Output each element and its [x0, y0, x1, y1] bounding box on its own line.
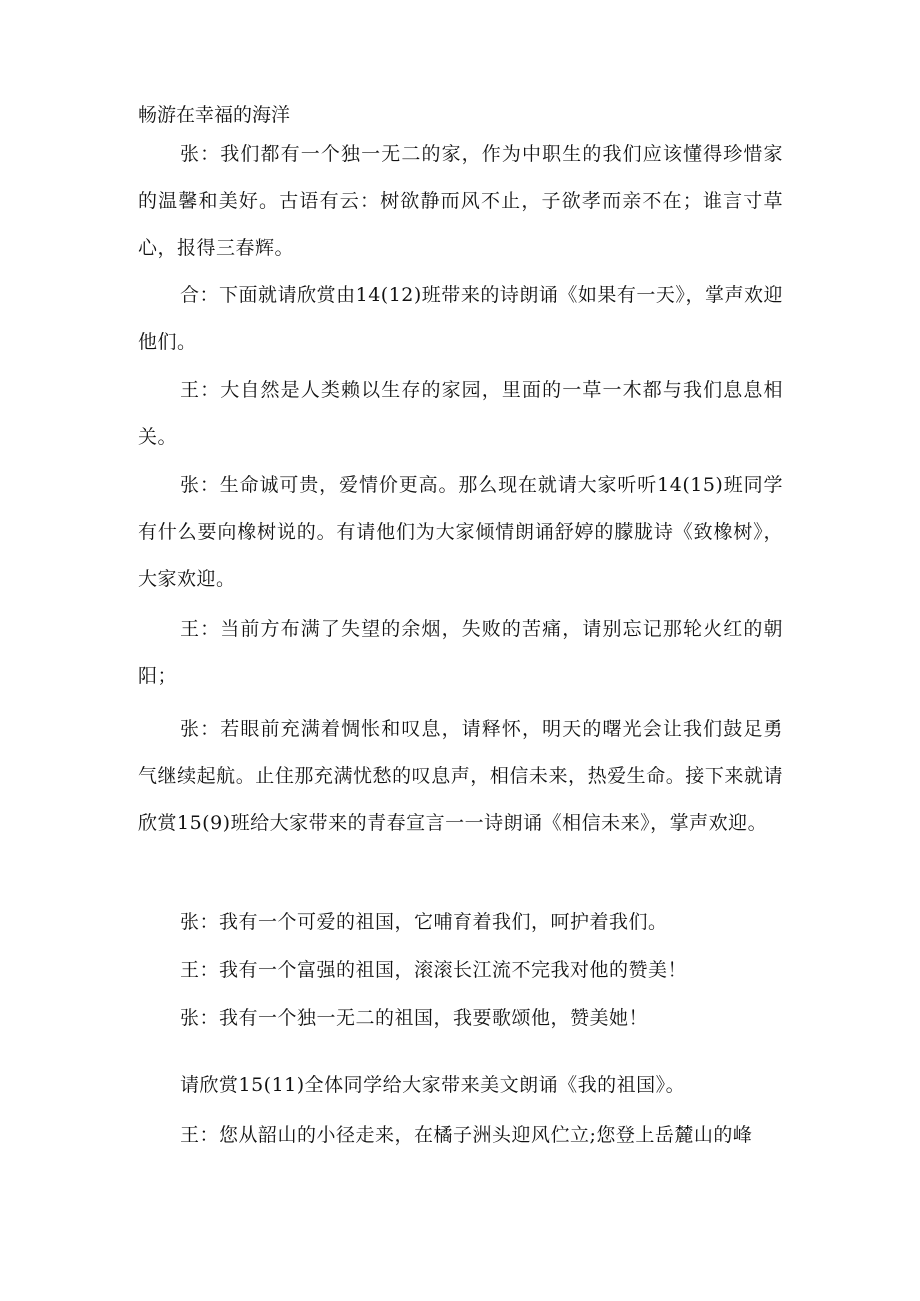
paragraph-10: 请欣赏15(11)全体同学给大家带来美文朗诵《我的祖国》。	[180, 1074, 686, 1096]
paragraph-2: 合：下面就请欣赏由14(12)班带来的诗朗诵《如果有一天》，掌声欢迎他们。	[138, 284, 783, 353]
paragraph-7: 张：我有一个可爱的祖国，它哺育着我们，呵护着我们。	[180, 911, 668, 933]
paragraph-5: 王：当前方布满了失望的余烟，失败的苦痛，请别忘记那轮火红的朝阳；	[138, 618, 783, 687]
paragraph-3: 王：大自然是人类赖以生存的家园，里面的一草一木都与我们息息相关。	[138, 379, 783, 448]
paragraph-9: 张：我有一个独一无二的祖国，我要歌颂他，赞美她！	[180, 1007, 649, 1029]
paragraph-6: 张：若眼前充满着惆怅和叹息，请释怀，明天的曙光会让我们鼓足勇气继续起航。止住那充满忧愁的叹息声，相信未来，热爱生命。接下来就请欣赏15(9)班给大家带来的青春宣言一一诗朗诵《相信未来》，掌声欢迎。	[138, 718, 783, 834]
paragraph-8: 王：我有一个富强的祖国，滚滚长江流不完我对他的赞美！	[180, 959, 688, 981]
paragraph-4: 张：生命诚可贵，爱情价更高。那么现在就请大家听听14(15)班同学有什么要向橡树说的。有请他们为大家倾情朗诵舒婷的朦胧诗《致橡树》，大家欢迎。	[138, 474, 783, 590]
document-title: 畅游在幸福的海洋	[138, 104, 291, 126]
paragraph-1: 张：我们都有一个独一无二的家，作为中职生的我们应该懂得珍惜家的温馨和美好。古语有云：树欲静而风不止，子欲孝而亲不在；谁言寸草心，报得三春辉。	[138, 143, 783, 259]
paragraph-11: 王：您从韶山的小径走来，在橘子洲头迎风伫立;您登上岳麓山的峰	[180, 1124, 753, 1146]
